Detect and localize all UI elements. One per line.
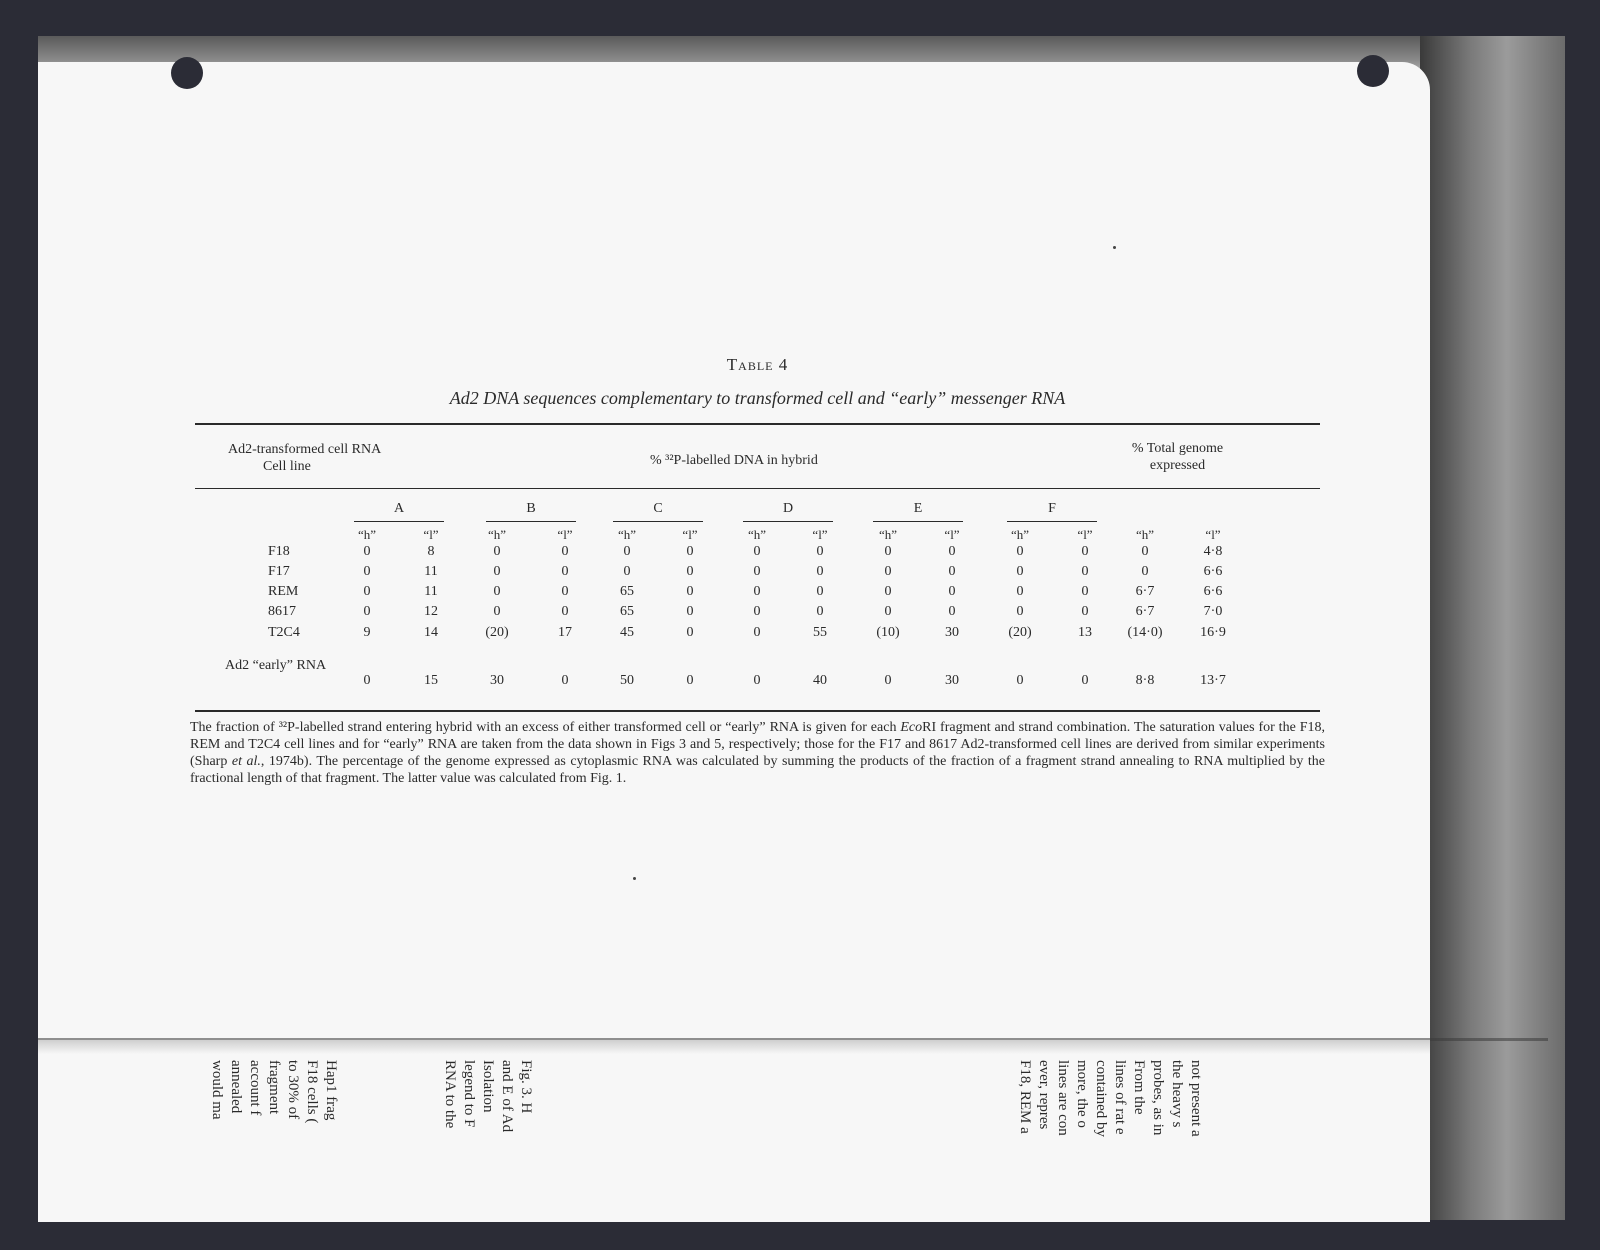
footnote-part-a: The fraction of ³²P-labelled strand entering hybrid with an excess of either transformed cell or “early” RNA is given for each (190, 720, 901, 735)
table-cell: 30 (490, 673, 504, 688)
table-cell: 0 (816, 544, 824, 559)
rotated-column-a (200, 1060, 340, 1200)
speck (1113, 246, 1116, 249)
table-cell: 16·9 (1200, 625, 1226, 640)
table-cell: 12 (424, 604, 438, 619)
header-total-genome (1120, 440, 1235, 474)
table-cell: 8 (427, 544, 435, 559)
table-cell: 7·0 (1203, 604, 1223, 619)
table-cell: 50 (620, 673, 634, 688)
table-cell: 0 (363, 564, 371, 579)
table-cell: 0 (753, 544, 761, 559)
table-cell: 0 (561, 584, 569, 599)
table-cell: (20) (1008, 625, 1032, 640)
table-cell: 0 (686, 673, 694, 688)
table-cell: 0 (1016, 584, 1024, 599)
row-label: REM (268, 584, 299, 599)
rotated-text-line: fragment (266, 1060, 282, 1115)
table-cell: 0 (1016, 673, 1024, 688)
row-label: F17 (268, 564, 290, 579)
table-caption: Ad2 DNA sequences complementary to transformed cell and “early” messenger RNA (449, 388, 1066, 408)
table-cell: 0 (686, 564, 694, 579)
rotated-column-c (1017, 1060, 1205, 1200)
rotated-text-line: F18 cells ( (304, 1060, 320, 1124)
fragment-group-label: C (653, 501, 663, 516)
table-cell: 6·6 (1203, 564, 1223, 579)
rotated-text-line: to 30% of (285, 1060, 301, 1120)
table-number: Table 4 (726, 355, 789, 374)
header-total-genome-2: expressed (1149, 458, 1206, 473)
early-row-label: Ad2 “early” RNA (225, 658, 327, 673)
table-cell: 14 (424, 625, 438, 640)
footnote-etal: et al. (231, 754, 261, 769)
table-cell: 0 (1016, 604, 1024, 619)
table-cell: 6·6 (1203, 584, 1223, 599)
table-cell: 0 (948, 584, 956, 599)
table-cell: 0 (686, 604, 694, 619)
table-cell: 0 (1016, 564, 1024, 579)
rotated-text-line: would ma (209, 1060, 225, 1120)
table-cell: 0 (561, 604, 569, 619)
strand-l-header: “l” (944, 527, 960, 542)
rotated-text-line: the heavy s (1169, 1060, 1185, 1128)
table-cell: 0 (753, 564, 761, 579)
rotated-text-line: annealed (228, 1060, 244, 1114)
table-cell: 0 (493, 564, 501, 579)
strand-h-header: “h” (878, 527, 898, 542)
footnote-ecori: Eco (900, 720, 923, 735)
table-cell: 15 (424, 673, 438, 688)
row-label: F18 (268, 544, 290, 559)
table-cell: 0 (363, 604, 371, 619)
table-cell: 40 (813, 673, 827, 688)
table-cell: 13·7 (1200, 673, 1226, 688)
table-cell: 0 (561, 544, 569, 559)
table-cell: 0 (1081, 564, 1089, 579)
footnote-part-c: , 1974b). The percentage of the genome expressed as cytoplasmic RNA was calculated by summing the products of the fraction of a fragment strand annealing to RNA multiplied by the fractional length of that fragment. The latter value was calculated from Fig. 1. (190, 754, 1326, 786)
fragment-group-rule (354, 521, 444, 522)
table-cell: 0 (753, 625, 761, 640)
table-cell: 45 (620, 625, 634, 640)
rotated-text-line: Hap1 frag (323, 1060, 339, 1121)
table-cell: 9 (363, 625, 371, 640)
table-cell: 0 (884, 544, 892, 559)
strand-h-header: “h” (487, 527, 507, 542)
fragment-group-rule (873, 521, 963, 522)
table-cell: 0 (1081, 673, 1089, 688)
strand-l-header: “l” (682, 527, 698, 542)
header-rule (195, 488, 1320, 489)
table-cell: (10) (876, 625, 900, 640)
fragment-group-label: D (782, 501, 794, 516)
bottom-rule (195, 710, 1320, 712)
rotated-text-line: ever, repres (1036, 1060, 1052, 1130)
table-cell: 8·8 (1135, 673, 1155, 688)
header-total-genome-1: % Total genome (1131, 441, 1224, 456)
table-cell: 0 (493, 604, 501, 619)
table-cell: 0 (1081, 584, 1089, 599)
top-rule (195, 423, 1320, 425)
rotated-text-line: not present a (1188, 1060, 1204, 1137)
strand-l-header: “l” (1205, 527, 1221, 542)
table-cell: 11 (424, 584, 438, 599)
rotated-text-line: and E of Ad (499, 1060, 515, 1133)
scan-shadow (1420, 36, 1565, 1220)
table-cell: 0 (816, 604, 824, 619)
table-cell: 0 (493, 544, 501, 559)
rotated-text-line: F18, REM a (1017, 1060, 1033, 1134)
table-cell: 65 (620, 604, 634, 619)
table-cell: 17 (558, 625, 572, 640)
table-cell: 0 (686, 544, 694, 559)
table-cell: 0 (753, 584, 761, 599)
fragment-group-rule (743, 521, 833, 522)
table-footnote (190, 719, 1325, 787)
table-cell: 0 (1141, 544, 1149, 559)
speck (633, 877, 636, 880)
fragment-group-rule (1007, 521, 1097, 522)
table-cell: 0 (623, 544, 631, 559)
table-cell: 65 (620, 584, 634, 599)
table-cell: 6·7 (1135, 604, 1155, 619)
table-cell: 0 (948, 544, 956, 559)
rotated-text-line: probes, as in (1150, 1060, 1166, 1136)
rotated-text-line: contained by (1093, 1060, 1109, 1138)
rotated-text-line: Fig. 3. H (518, 1060, 534, 1114)
table-cell: 0 (1081, 604, 1089, 619)
strand-l-header: “l” (423, 527, 439, 542)
strand-l-header: “l” (557, 527, 573, 542)
strand-h-header: “h” (1010, 527, 1030, 542)
table-cell: 0 (884, 564, 892, 579)
table-cell: 0 (623, 564, 631, 579)
fragment-group-label: B (526, 501, 536, 516)
table-cell: 0 (561, 673, 569, 688)
rotated-text-line: From the (1131, 1060, 1147, 1115)
strand-h-header: “h” (747, 527, 767, 542)
table-cell: 0 (686, 625, 694, 640)
strand-h-header: “h” (617, 527, 637, 542)
table-cell: 0 (561, 564, 569, 579)
table-cell: 0 (753, 604, 761, 619)
strand-h-header: “h” (1135, 527, 1155, 542)
rotated-text-line: more, the o (1074, 1060, 1090, 1128)
table-cell: 0 (948, 604, 956, 619)
fragment-group-rule (486, 521, 576, 522)
header-cell-line-1: Ad2-transformed cell RNA (228, 442, 382, 457)
fragment-group-label: F (1048, 501, 1056, 516)
fragment-group-label: A (393, 501, 405, 516)
table-cell: 0 (363, 673, 371, 688)
rotated-text-line: Isolation (480, 1060, 496, 1113)
rotated-text-line: lines of rat e (1112, 1060, 1128, 1135)
table-cell: 0 (1016, 544, 1024, 559)
rotated-text-line: RNA to the (442, 1060, 458, 1129)
table-cell: 0 (816, 564, 824, 579)
table-cell: 0 (753, 673, 761, 688)
fragment-group-label: E (913, 501, 923, 516)
footnote-part-b: RI fragment and strand combination. The saturation values for the F18, REM and T2C4 cell lines and for “early” RNA are taken from the data shown in Figs 3 and 5, respectively; those for the F17 and 8617 Ad2-transformed cell lines are derived from similar experiments (Sharp (190, 720, 1325, 769)
table-cell: 0 (884, 584, 892, 599)
punch-hole-left (171, 57, 203, 89)
fragment-group-rule (613, 521, 703, 522)
table-cell: 4·8 (1203, 544, 1223, 559)
row-label: T2C4 (268, 625, 300, 640)
header-percent-hybrid: % ³²P-labelled DNA in hybrid (650, 453, 818, 468)
table-cell: 0 (1141, 564, 1149, 579)
rotated-column-b (395, 1060, 535, 1200)
fold-shadow (38, 1040, 1430, 1054)
header-cell-line-2: Cell line (263, 459, 311, 474)
strand-l-header: “l” (812, 527, 828, 542)
table-cell: 0 (816, 584, 824, 599)
table-cell: (14·0) (1127, 625, 1163, 640)
header-cell-line (228, 441, 381, 475)
table-cell: 0 (686, 584, 694, 599)
table-cell: 0 (884, 673, 892, 688)
table-cell: 0 (948, 564, 956, 579)
table-cell: 0 (493, 584, 501, 599)
table-cell: (20) (485, 625, 509, 640)
strand-h-header: “h” (357, 527, 377, 542)
rotated-text-line: legend to F (461, 1060, 477, 1128)
table-cell: 13 (1078, 625, 1092, 640)
table-cell: 30 (945, 625, 959, 640)
rotated-text-line: account f (247, 1060, 263, 1116)
table-cell: 6·7 (1135, 584, 1155, 599)
table-cell: 30 (945, 673, 959, 688)
table-cell: 11 (424, 564, 438, 579)
strand-l-header: “l” (1077, 527, 1093, 542)
rotated-text-line: lines are con (1055, 1060, 1071, 1136)
table-cell: 0 (363, 544, 371, 559)
table-cell: 55 (813, 625, 827, 640)
table-cell: 0 (884, 604, 892, 619)
row-label: 8617 (268, 604, 296, 619)
table-cell: 0 (1081, 544, 1089, 559)
table-cell: 0 (363, 584, 371, 599)
punch-hole-right (1357, 55, 1389, 87)
